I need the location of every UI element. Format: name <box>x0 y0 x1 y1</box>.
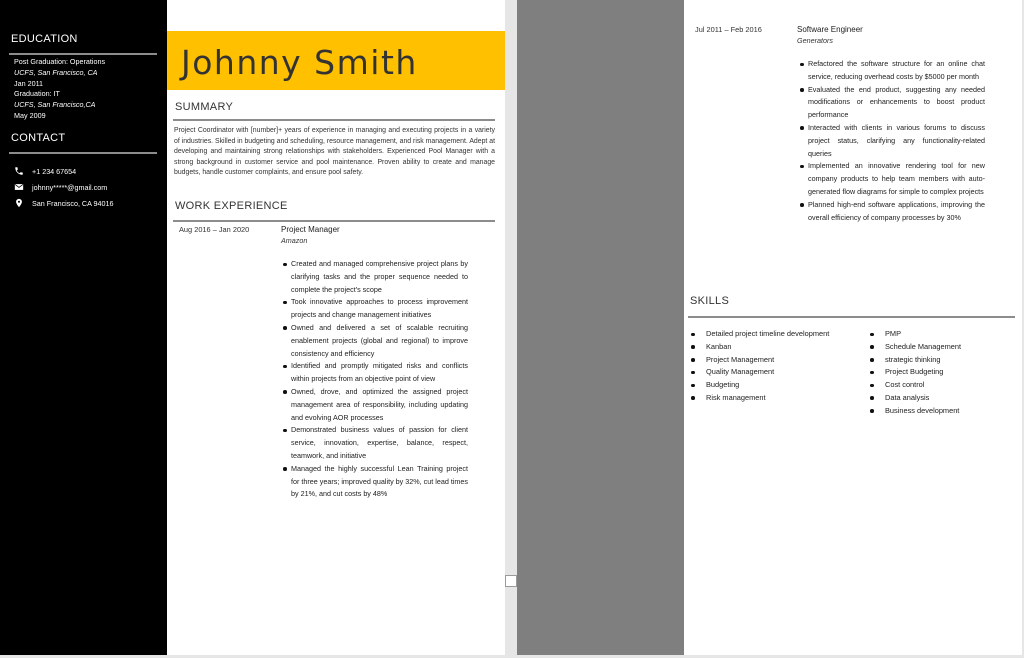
summary-divider <box>173 119 495 121</box>
phone-icon <box>14 166 24 176</box>
skill-item: PMP <box>869 328 1009 341</box>
skill-item: Schedule Management <box>869 341 1009 354</box>
sidebar-band <box>517 0 684 655</box>
job-bullets <box>283 258 468 501</box>
education-line: May 2009 <box>14 110 46 120</box>
contact-location <box>14 197 114 209</box>
job-bullets <box>800 58 985 224</box>
skill-item: Data analysis <box>869 392 1009 405</box>
job-title: Project Manager <box>281 225 340 234</box>
skills-list-right <box>869 328 1009 418</box>
skill-item: Cost control <box>869 379 1009 392</box>
job-bullet: Refactored the software structure for an online chat service, reducing overhead costs by $5000 per month <box>800 58 985 84</box>
job-bullet: Demonstrated business values of passion for client service, innovation, expertise, balance, respect, teamwork, and initiative <box>283 424 468 462</box>
job-bullet: Identified and promptly mitigated risks and conflicts within projects from an objective point of view <box>283 360 468 386</box>
summary-heading: SUMMARY <box>175 101 234 113</box>
education-line: UCFS, San Francisco,CA <box>14 100 96 110</box>
skill-item: Project Management <box>690 354 830 367</box>
work-experience-divider <box>173 220 495 222</box>
email-icon <box>14 182 24 192</box>
candidate-name: Johnny Smith <box>181 43 418 82</box>
page-resize-handle[interactable] <box>505 575 517 587</box>
education-line: UCFS, San Francisco, CA <box>14 67 98 77</box>
contact-phone <box>14 165 76 177</box>
skill-item: Risk management <box>690 392 830 405</box>
skill-item: Quality Management <box>690 366 830 379</box>
skill-item: Kanban <box>690 341 830 354</box>
work-experience-heading: WORK EXPERIENCE <box>175 200 288 212</box>
job-bullet: Owned and delivered a set of scalable recruiting enablement projects (global and regional) to improve consistency and efficiency <box>283 322 468 360</box>
job-bullet: Owned, drove, and optimized the assigned project management area of responsibility, including updating and evolving AOR processes <box>283 386 468 424</box>
skill-item: Budgeting <box>690 379 830 392</box>
contact-heading: CONTACT <box>11 132 66 144</box>
job-bullet: Took innovative approaches to process improvement projects and change management initiatives <box>283 296 468 322</box>
contact-phone-text: +1 234 67654 <box>32 166 77 176</box>
education-list <box>14 57 105 122</box>
job-dates: Aug 2016 – Jan 2020 <box>179 225 250 234</box>
education-line: Post Graduation: Operations <box>14 57 106 66</box>
skill-item: Business development <box>869 405 1009 418</box>
job-company: Generators <box>797 36 833 45</box>
education-heading: EDUCATION <box>11 33 78 45</box>
skill-item: Project Budgeting <box>869 366 1009 379</box>
job-bullet: Interacted with clients in various forums to discuss project status, clarifying any functionality-related queries <box>800 122 985 160</box>
skills-heading: SKILLS <box>690 295 730 307</box>
job-dates: Jul 2011 – Feb 2016 <box>695 25 762 34</box>
job-title: Software Engineer <box>797 25 863 34</box>
education-line: Jan 2011 <box>14 78 44 88</box>
education-line: Graduation: IT <box>14 89 60 99</box>
education-divider <box>9 53 157 55</box>
skills-list-left <box>690 328 830 405</box>
skill-item: strategic thinking <box>869 354 1009 367</box>
job-bullet: Managed the highly successful Lean Training project for three years; improved quality by 32%, cut lead times by 21%, and cut costs by 48% <box>283 463 468 501</box>
job-bullet: Evaluated the end product, suggesting any needed modifications or enhancements to boost product performance <box>800 84 985 122</box>
job-bullet: Planned high-end software applications, improving the overall efficiency of company processes by 30% <box>800 199 985 225</box>
contact-email-text: johnny*****@gmail.com <box>32 182 108 192</box>
skills-divider <box>688 316 1015 318</box>
job-company: Amazon <box>281 236 308 245</box>
resume-page-2 <box>517 0 1022 655</box>
location-pin-icon <box>14 198 24 208</box>
resume-page-1 <box>0 0 505 655</box>
summary-text: Project Coordinator with [number]+ years of experience in managing and executing projects in a variety of industries. Skilled in budgeting and scheduling, resource management, and risk management. Adept at developing and maintaining strong relationships with stakeholders. Experienced Pool Manager with a strong background in customer service and pool maintenance. Proven ability to create and manage budgets, handle customer complaints, and ensure pool safety. <box>174 127 495 177</box>
sidebar <box>0 0 167 655</box>
job-bullet: Implemented an innovative rendering tool for new company products to help team members with auto-generated flow diagrams for simple to complex projects <box>800 160 985 198</box>
skill-item: Detailed project timeline development <box>690 328 830 341</box>
contact-location-text: San Francisco, CA 94016 <box>32 198 114 208</box>
name-banner <box>167 31 505 90</box>
contact-divider <box>9 152 157 154</box>
job-bullet: Created and managed comprehensive project plans by clarifying tasks and the proper sequence needed to complete the project's scope <box>283 258 468 296</box>
contact-email <box>14 181 107 193</box>
